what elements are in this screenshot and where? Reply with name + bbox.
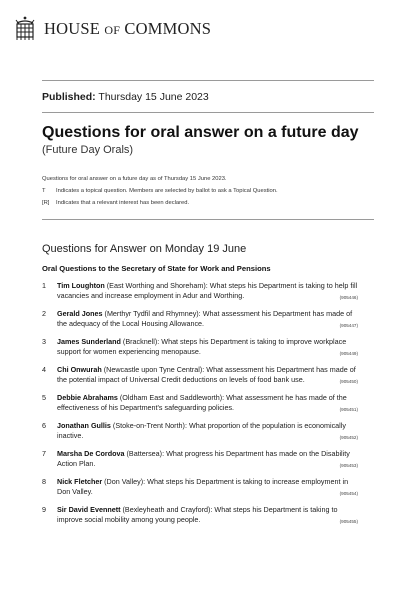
question-number: 2 bbox=[42, 309, 46, 318]
page-title: Questions for oral answer on a future day bbox=[42, 124, 359, 141]
legend-key: [R] bbox=[42, 200, 50, 206]
member-name: Chi Onwurah bbox=[57, 365, 102, 374]
question-item bbox=[42, 309, 358, 331]
question-body bbox=[57, 309, 358, 331]
question-text: What proportion of the population is economically inactive. bbox=[57, 421, 346, 440]
constituency: (Bracknell): bbox=[122, 337, 160, 346]
question-body bbox=[57, 365, 358, 387]
question-body bbox=[57, 337, 358, 359]
question-reference: (905446) bbox=[339, 295, 358, 300]
question-body bbox=[57, 449, 358, 471]
member-name: Gerald Jones bbox=[57, 309, 103, 318]
section-heading: Questions for Answer on Monday 19 June bbox=[42, 243, 247, 255]
intro-block bbox=[42, 173, 278, 209]
question-reference: (905450) bbox=[339, 379, 358, 384]
legend-text: Indicates that a relevant interest has been declared. bbox=[56, 200, 190, 206]
constituency: (East Worthing and Shoreham): bbox=[106, 281, 208, 290]
question-number: 4 bbox=[42, 365, 46, 374]
constituency: (Newcastle upon Tyne Central): bbox=[103, 365, 205, 374]
brand-commons: COMMONS bbox=[124, 19, 212, 38]
question-list bbox=[42, 281, 358, 533]
question-reference: (905453) bbox=[339, 463, 358, 468]
question-body bbox=[57, 421, 358, 443]
question-item bbox=[42, 365, 358, 387]
legend-key: T bbox=[42, 188, 46, 194]
question-text: What progress his Department has made on the Disability Action Plan. bbox=[57, 449, 350, 468]
question-number: 1 bbox=[42, 281, 46, 290]
question-reference: (905447) bbox=[339, 323, 358, 328]
question-item bbox=[42, 449, 358, 471]
question-text: What assessment his Department has made of the potential impact of Universal Credit deductions on levels of food bank use. bbox=[57, 365, 356, 384]
department-heading: Oral Questions to the Secretary of State for Work and Pensions bbox=[42, 264, 271, 273]
question-text: What assessment his Department has made of the adequacy of the Local Housing Allowance. bbox=[57, 309, 353, 328]
question-item bbox=[42, 505, 358, 527]
member-name: Sir David Evennett bbox=[57, 505, 121, 514]
constituency: (Stoke-on-Trent North): bbox=[112, 421, 187, 430]
question-text: What steps his Department is taking to improve social mobility among young people. bbox=[57, 505, 338, 524]
question-text: What steps his Department is taking to improve workplace support for women experiencing menopause. bbox=[57, 337, 347, 356]
member-name: Nick Fletcher bbox=[57, 477, 103, 486]
question-number: 9 bbox=[42, 505, 46, 514]
question-body bbox=[57, 477, 358, 499]
constituency: (Battersea): bbox=[126, 449, 165, 458]
legend-row bbox=[42, 197, 278, 209]
question-reference: (905455) bbox=[339, 519, 358, 524]
masthead bbox=[14, 14, 211, 44]
published-date: Thursday 15 June 2023 bbox=[98, 91, 209, 103]
member-name: Jonathan Gullis bbox=[57, 421, 111, 430]
page-subtitle: (Future Day Orals) bbox=[42, 144, 134, 156]
question-text: What assessment he has made of the effectiveness of his Department's safeguarding policies. bbox=[57, 393, 347, 412]
constituency: (Oldham East and Saddleworth): bbox=[119, 393, 225, 402]
question-item bbox=[42, 337, 358, 359]
question-item bbox=[42, 393, 358, 415]
question-number: 5 bbox=[42, 393, 46, 402]
question-body bbox=[57, 393, 358, 415]
house-of-commons-wordmark bbox=[44, 19, 211, 39]
published-line bbox=[42, 91, 209, 103]
divider bbox=[42, 219, 374, 220]
question-item bbox=[42, 477, 358, 499]
question-number: 3 bbox=[42, 337, 46, 346]
question-number: 6 bbox=[42, 421, 46, 430]
question-number: 8 bbox=[42, 477, 46, 486]
question-reference: (905454) bbox=[339, 491, 358, 496]
constituency: (Merthyr Tydfil and Rhymney): bbox=[104, 309, 201, 318]
question-reference: (905452) bbox=[339, 435, 358, 440]
legend-text: Indicates a topical question. Members are selected by ballot to ask a Topical Question. bbox=[56, 188, 278, 194]
question-body bbox=[57, 505, 358, 527]
question-item bbox=[42, 421, 358, 443]
question-number: 7 bbox=[42, 449, 46, 458]
divider bbox=[42, 112, 374, 113]
published-label: Published: bbox=[42, 91, 96, 103]
question-item bbox=[42, 281, 358, 303]
question-reference: (905451) bbox=[339, 407, 358, 412]
constituency: (Bexleyheath and Crayford): bbox=[122, 505, 213, 514]
question-reference: (905449) bbox=[339, 351, 358, 356]
constituency: (Don Valley): bbox=[104, 477, 146, 486]
question-body bbox=[57, 281, 358, 303]
divider bbox=[42, 80, 374, 81]
member-name: Marsha De Cordova bbox=[57, 449, 125, 458]
brand-house: HOUSE bbox=[44, 19, 101, 38]
intro-line: Questions for oral answer on a future day as of Thursday 15 June 2023. bbox=[42, 176, 227, 182]
member-name: Debbie Abrahams bbox=[57, 393, 118, 402]
question-text: What steps his Department is taking to increase employment in Don Valley. bbox=[57, 477, 349, 496]
question-text: What steps his Department is taking to help fill vacancies and increase employment in Adur and Worthing. bbox=[57, 281, 358, 300]
legend-row bbox=[42, 185, 278, 197]
portcullis-icon bbox=[14, 16, 36, 42]
member-name: James Sunderland bbox=[57, 337, 121, 346]
member-name: Tim Loughton bbox=[57, 281, 105, 290]
brand-of: OF bbox=[104, 23, 121, 37]
